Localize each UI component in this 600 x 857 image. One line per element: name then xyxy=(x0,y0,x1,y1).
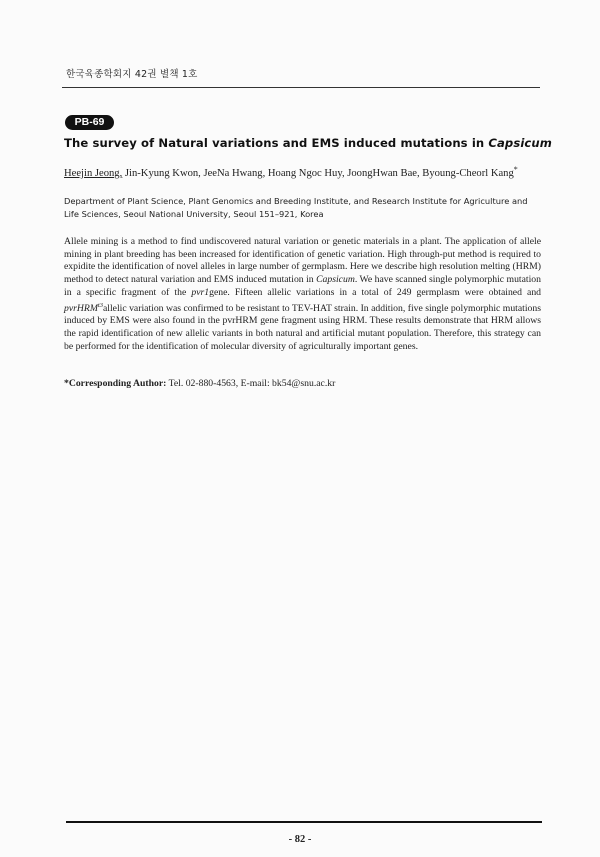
corresponding-label: *Corresponding Author: xyxy=(64,378,167,389)
abstract-text: gene. Fifteen allelic variations in a total of 249 germplasm were obtained and xyxy=(209,286,542,298)
abstract-italic-term: pvrHRM xyxy=(64,302,98,314)
abstract-id-badge: PB-69 xyxy=(65,115,114,130)
journal-header: 한국육종학회지 42권 별책 1호 xyxy=(66,69,198,80)
affiliation: Department of Plant Science, Plant Genomics and Breeding Institute, and Research Institute for Agriculture and Life Sciences, Seoul National University, Seoul 151–921, Korea xyxy=(64,196,528,219)
footer-divider xyxy=(66,821,542,823)
abstract-body xyxy=(64,236,541,353)
title-genus: Capsicum xyxy=(488,136,552,150)
title-main: The survey of Natural variations and EMS induced mutations in xyxy=(64,136,489,150)
corresponding-mark: * xyxy=(513,165,518,174)
paper-title xyxy=(64,136,552,150)
abstract-text: . We have scanned single polymorphic mutation in a specific fragment of the xyxy=(64,274,541,298)
abstract-text: allelic variation was confirmed to be resistant to TEV-HAT strain. In addition, five single polymorphic mutations induced by EMS were also found in the pvrHRM gene fragment using HRM. These results demonstrate that HRM allows the rapid identification of new allelic variants in both natural and artificial mutant population. Therefore, this strategy can be performed for the identification of molecular diversity of agriculturally important genes. xyxy=(64,302,541,352)
abstract-text: Allele mining is a method to find undiscovered natural variation or genetic materials in a plant. The application of allele mining in plant breeding has been increased for identification of genetic variation. High through-put method is required to expidite the identification of novel alleles in large number of germplasm. Here we describe high resolution melting (HRM) method to detect natural variation and EMS induced mutation in xyxy=(64,236,541,286)
corresponding-author xyxy=(64,378,542,389)
abstract-italic-term: Capsicum xyxy=(316,274,355,286)
author-list xyxy=(64,165,544,179)
allele-superscript: t3 xyxy=(97,301,103,309)
header-divider xyxy=(62,87,540,88)
page-number: - 82 - xyxy=(288,834,312,845)
abstract-italic-term: pvr1 xyxy=(191,286,210,298)
corresponding-contact: Tel. 02-880-4563, E-mail: bk54@snu.ac.kr xyxy=(166,378,336,389)
co-authors: Jin-Kyung Kwon, JeeNa Hwang, Hoang Ngoc Huy, JoongHwan Bae, Byoung-Cheorl Kang xyxy=(122,168,514,179)
first-author: Heejin Jeong, xyxy=(64,168,123,179)
